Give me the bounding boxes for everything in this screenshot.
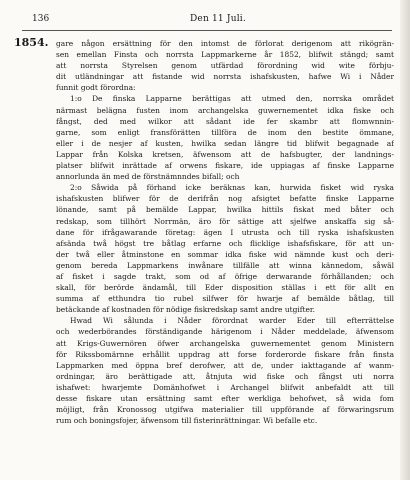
text-line: dit utländningar att fistande wid norrsta ishafskusten, hafwe Wi i Nåder	[56, 72, 394, 82]
text-line: betäckande af kostnaden för nödige fiskredskap samt andre utgifter.	[56, 305, 315, 315]
text-line: Hwad Wi sålunda i Nåder förordnat warder Eder till efterrättelse	[70, 316, 394, 326]
text-line: annorlunda än med de förstnämnndes bifall; och	[56, 172, 240, 182]
text-line: ordningar, äro berättigade att, åtnjuta wid fiske och fångst uti norra	[56, 371, 394, 381]
text-line: rum och boningsfojer, äfwensom till fisterinrättningar. Wi befalle etc.	[56, 416, 318, 426]
text-line: afsända twå högst tre båtlag erfarne och flicklige ishafsfiskare, för att un-	[56, 238, 394, 248]
text-line: redskap, som tillhört Norrmän, äro för sättige att sjelfwe anskaffa sig så-	[56, 216, 394, 226]
text-line: och wederbörandes förständigande härigenom i Nåder meddelade, äfwensom	[56, 327, 394, 337]
text-line: ishafwet: hwarjemte Domänhofwet i Archangel blifwit anbefaldt att till	[56, 382, 394, 392]
text-line: Lappar från Kolska kretsen, äfwensom att de hafsbugter, der landnings-	[56, 149, 394, 159]
text-line: der twå eller åtminstone en sommar idka fiske wid nämnde kust och deri-	[56, 249, 394, 259]
page-header	[14, 14, 396, 28]
text-line: skall, för berörde ändamål, till Eder disposition ställas i ett för allt en	[56, 283, 394, 293]
text-line: genom bereda Lappmarkens inwånare tillfälle att winna kännedom, såwäl	[56, 260, 394, 270]
text-line: fångst, ded med wilkor att sådant ide fer skambr att flomwnnin-	[56, 116, 394, 126]
running-head-date: Den 11 Juli.	[190, 14, 246, 24]
text-line: möjligt, från Kronossog utgifwa materialier till uppförande af förwaringsrum	[56, 405, 394, 415]
text-line: af fisket i sagde trakt, som od af öfrige derwarande förhållanden; och	[56, 271, 394, 281]
page-edge-shadow	[400, 0, 410, 480]
body-text	[56, 38, 394, 426]
page-number: 136	[32, 14, 50, 24]
text-line: desse fiskare utan ersättning samt efter werkliga behofwet, så wida fom	[56, 394, 394, 403]
text-line: för Rikssbomärnne erhållit uppdrag att forse forderorde fiskare från finsta	[56, 349, 394, 359]
text-line: 2:o Såwida på förhand icke beräknas kan, hurwida fisket wid ryska	[70, 183, 394, 193]
text-line: gare någon ersättning för den intomst de förlorat derigenom att rikögrän-	[56, 39, 394, 48]
text-line: eller i de nesjer af kusten, hwilka sedan längre tid blifwit begagnade af	[56, 138, 394, 148]
text-line: 1:o De finska Lapparne berättigas att utmed den, norrska området	[70, 94, 394, 104]
text-line: lönande, samt på bemälde Lappar, hwilka hittils fiskat med båter och	[56, 205, 394, 215]
header-rule	[22, 30, 392, 31]
text-line: närmast belägna fusten inom archangelska guwernementet idka fiske och	[56, 105, 394, 115]
text-line: funnit godt förordna:	[56, 83, 136, 93]
text-line: att Krigs-Guwernören öfwer archangelska guwernementet genom Ministern	[56, 338, 394, 348]
text-line: ishafskusten blifwer för de derifrån nog afsigtet befatte finske Lapparne	[56, 194, 394, 204]
text-line: sen emellan Finsta och norrsta Lappmarkerne år 1852, blifwit stängd; samt	[56, 50, 394, 60]
margin-year: 1854.	[14, 36, 49, 49]
text-line: Lappmarken med öppna bref derofwer, att de, under iakttagande af wanm-	[56, 360, 394, 370]
text-line: att norrsta Styrelsen genom utfärdad förordning wid wite förbju-	[56, 61, 394, 71]
text-line: dane för ifrågawarande företag: ägen I utrusta och till ryska ishafskusten	[56, 227, 394, 237]
text-line: garne, som enligt fransförätten tillföra de inom den bestite ömmane,	[56, 127, 394, 137]
text-line: summa af etthundra tio rubel silfwer för hwarje af bemälde båtlag, till	[56, 294, 394, 304]
text-line: platser blifwit inrättade af orwens fiskare, ide uppiagas af finske Lapparne	[56, 161, 394, 171]
